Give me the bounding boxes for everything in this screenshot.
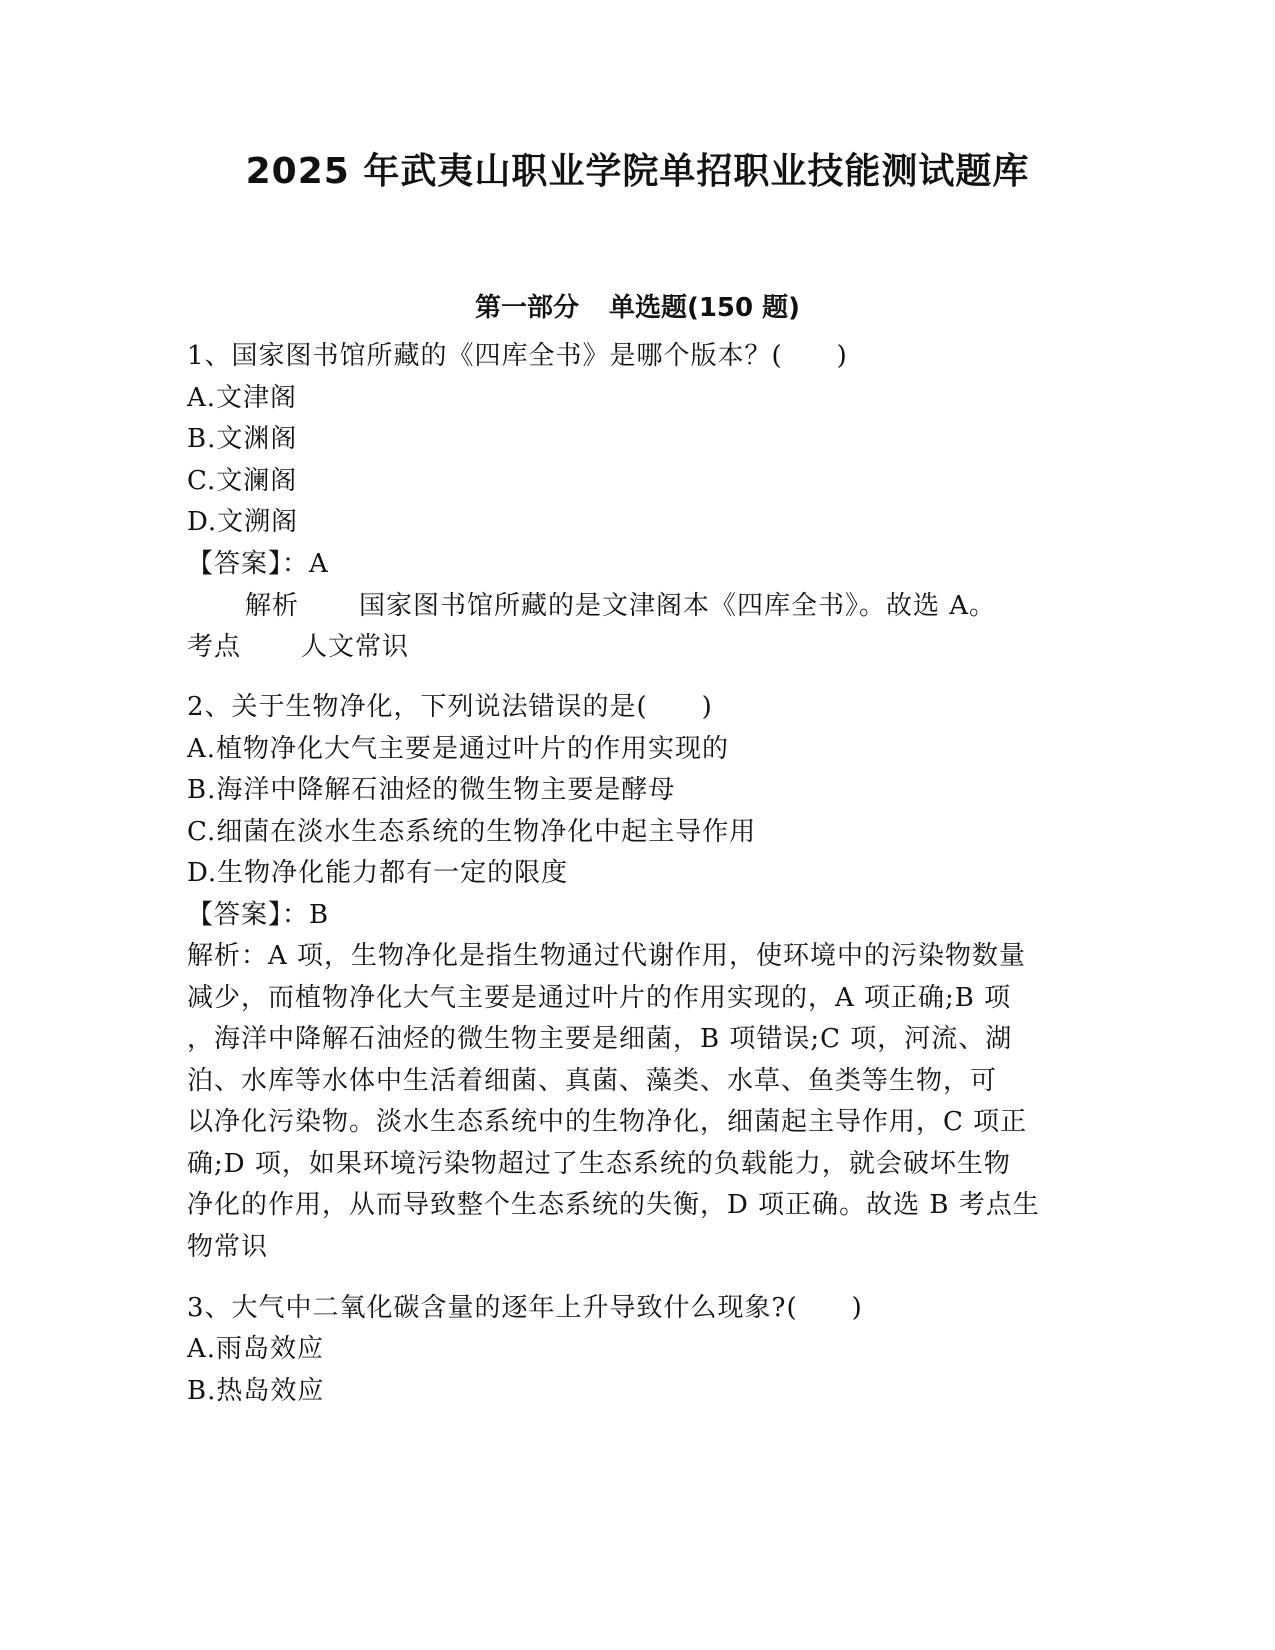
question-1-option-b: B.文渊阁	[187, 424, 298, 454]
question-1-topic	[187, 629, 409, 665]
question-1-stem: 1、国家图书馆所藏的《四库全书》是哪个版本？( )	[187, 341, 848, 371]
section-heading	[0, 290, 1275, 326]
section-name: 单选题(150 题)	[608, 293, 801, 323]
question-3-option-a: A.雨岛效应	[187, 1334, 325, 1364]
question-2-analysis-line: 解析：A 项，生物净化是指生物通过代谢作用，使环境中的污染物数量	[187, 941, 1027, 971]
question-1-analysis	[245, 588, 996, 624]
analysis-label: 解析	[245, 591, 300, 621]
question-2-analysis-line: 物常识	[187, 1232, 269, 1262]
question-1-answer: 【答案】：A	[187, 549, 329, 579]
question-2-analysis-line: 减少，而植物净化大气主要是通过叶片的作用实现的，A 项正确;B 项	[187, 983, 1012, 1013]
section-part: 第一部分	[474, 293, 579, 323]
question-1-option-a: A.文津阁	[187, 383, 298, 413]
question-2-stem: 2、关于生物净化，下列说法错误的是( )	[187, 692, 713, 722]
topic-text: 人文常识	[301, 632, 410, 662]
question-2-option-b: B.海洋中降解石油烃的微生物主要是酵母	[187, 775, 676, 805]
document-title: 2025 年武夷山职业学院单招职业技能测试题库	[245, 151, 1030, 192]
topic-label: 考点	[187, 632, 242, 662]
question-2-analysis-line: 泊、水库等水体中生活着细菌、真菌、藻类、水草、鱼类等生物，可	[187, 1066, 998, 1096]
question-2-analysis-line: 确;D 项，如果环境污染物超过了生态系统的负载能力，就会破坏生物	[187, 1149, 1011, 1179]
question-1-option-c: C.文澜阁	[187, 466, 298, 496]
question-2-option-d: D.生物净化能力都有一定的限度	[187, 858, 569, 888]
question-3-option-b: B.热岛效应	[187, 1376, 325, 1406]
question-2-option-c: C.细菌在淡水生态系统的生物净化中起主导作用	[187, 817, 757, 847]
question-2-answer: 【答案】：B	[187, 900, 330, 930]
question-2-analysis-line: 以净化污染物。淡水生态系统中的生物净化，细菌起主导作用，C 项正	[187, 1107, 1028, 1137]
question-2-analysis-line: ，海洋中降解石油烃的微生物主要是细菌，B 项错误;C 项，河流、湖	[187, 1024, 1013, 1054]
question-2-analysis-line: 净化的作用，从而导致整个生态系统的失衡，D 项正确。故选 B 考点生	[187, 1190, 1040, 1220]
analysis-text: 国家图书馆所藏的是文津阁本《四库全书》。故选 A。	[359, 591, 997, 621]
question-3-stem: 3、大气中二氧化碳含量的逐年上升导致什么现象?( )	[187, 1293, 863, 1323]
question-2-option-a: A.植物净化大气主要是通过叶片的作用实现的	[187, 734, 730, 764]
question-1-option-d: D.文溯阁	[187, 507, 299, 537]
